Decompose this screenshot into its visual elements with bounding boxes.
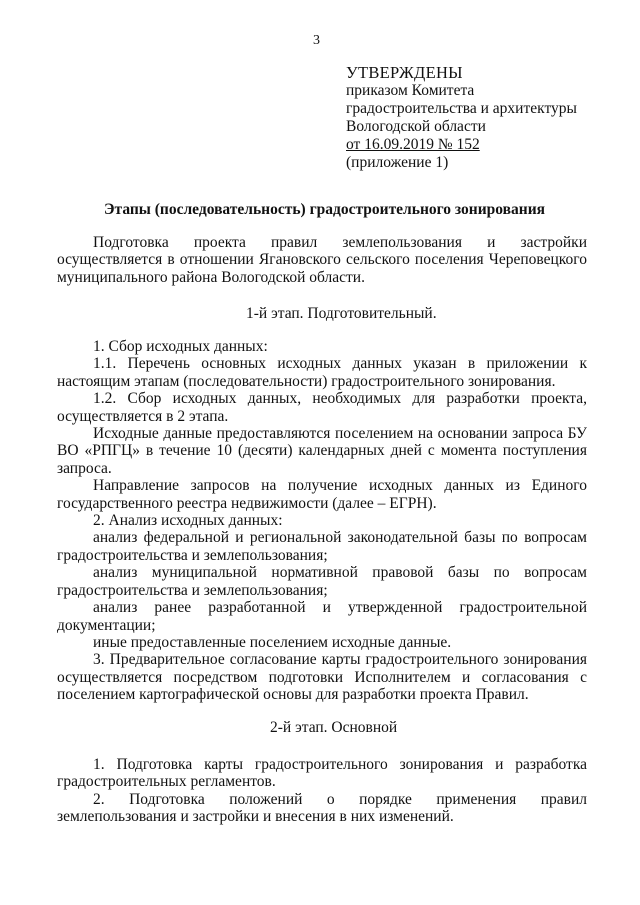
stage1-section — [57, 338, 587, 704]
stage1-paragraph: анализ муниципальной нормативной правовой базы по вопросам градостроительства и землепользования; — [57, 564, 587, 599]
approval-stamp — [346, 64, 577, 172]
stage1-paragraph: 3. Предварительное согласование карты градостроительного зонирования осуществляется посредством подготовки Исполнителем и согласования с поселением картографической основы для разработки проекта Правил. — [57, 651, 587, 704]
stage1-paragraph: Направление запросов на получение исходных данных из Единого государственного реестра недвижимости (далее – ЕГРН). — [57, 477, 587, 512]
stage1-paragraph: 1. Сбор исходных данных: — [93, 338, 268, 355]
approval-line-2: градостроительства и архитектуры — [346, 100, 577, 117]
stage2-heading: 2-й этап. Основной — [270, 719, 398, 736]
approval-order-date: от 16.09.2019 № 152 — [346, 136, 480, 153]
approval-line-1: приказом Комитета — [346, 82, 475, 99]
stage1-paragraph: анализ ранее разработанной и утвержденной градостроительной документации; — [57, 599, 587, 634]
document-title: Этапы (последовательность) градостроительного зонирования — [104, 201, 546, 218]
approval-line-3: Вологодской области — [346, 118, 486, 135]
stage1-paragraph: 1.1. Перечень основных исходных данных указан в приложении к настоящим этапам (последовательности) градостроительного зонирования. — [57, 355, 587, 390]
stage1-paragraph: 2. Анализ исходных данных: — [93, 512, 283, 530]
stage2-paragraph: 2. Подготовка положений о порядке применения правил землепользования и застройки и внесения в них изменений. — [57, 790, 587, 826]
stage1-heading: 1-й этап. Подготовительный. — [246, 305, 437, 322]
stage1-paragraph: 1.2. Сбор исходных данных, необходимых для разработки проекта, осуществляется в 2 этапа. — [57, 390, 587, 425]
stage1-paragraph: Исходные данные предоставляются поселением на основании запроса БУ ВО «РПГЦ» в течение 10 (десяти) календарных дней с момента поступления запроса. — [57, 425, 587, 477]
approval-heading: УТВЕРЖДЕНЫ — [346, 63, 463, 82]
approval-annex-note: (приложение 1) — [346, 154, 449, 171]
intro-section — [57, 234, 587, 286]
stage2-paragraph: 1. Подготовка карты градостроительного зонирования и разработка градостроительных регламентов. — [57, 756, 587, 791]
page-number: 3 — [313, 33, 320, 48]
stage2-section — [57, 756, 587, 826]
stage1-paragraph: анализ федеральной и региональной законодательной базы по вопросам градостроительства и землепользования; — [57, 529, 587, 564]
intro-paragraph: Подготовка проекта правил землепользования и застройки осуществляется в отношении Ягановского сельского поселения Череповецкого муниципального района Вологодской области. — [57, 234, 587, 286]
stage1-paragraph: иные предоставленные поселением исходные данные. — [93, 633, 452, 651]
